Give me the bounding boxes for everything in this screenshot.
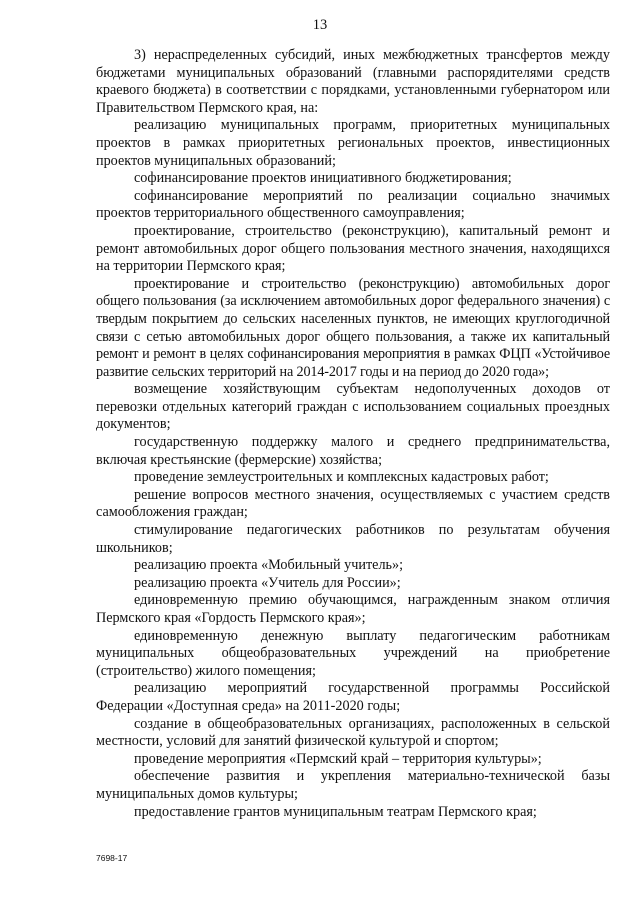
- list-item: возмещение хозяйствующим субъектам недополученных доходов от перевозки отдельных категорий граждан с использованием социальных проездных документов;: [96, 381, 610, 433]
- page-number: 13: [312, 17, 328, 33]
- paragraph-intro: 3) нераспределенных субсидий, иных межбюджетных трансфертов между бюджетами муниципальных образований (главными распорядителями средств краевого бюджета) в соответствии с порядками, установленными губернатором или Правительством Пермского края, на:: [96, 47, 610, 116]
- list-item: единовременную денежную выплату педагогическим работникам муниципальных общеобразовательных учреждений на приобретение (строительство) жилого помещения;: [96, 627, 610, 679]
- list-item: предоставление грантов муниципальным театрам Пермского края;: [134, 803, 537, 820]
- list-item: реализацию мероприятий государственной программы Российской Федерации «Доступная среда» на 2011-2020 годы;: [96, 680, 610, 714]
- list-item: реализацию муниципальных программ, приоритетных муниципальных проектов в рамках приоритетных региональных проектов, инвестиционных проектов муниципальных образований;: [96, 117, 610, 169]
- list-item: государственную поддержку малого и среднего предпринимательства, включая крестьянские (фермерские) хозяйства;: [96, 434, 610, 468]
- list-item: проектирование, строительство (реконструкцию), капитальный ремонт и ремонт автомобильных дорог общего пользования местного значения, находящихся на территории Пермского края;: [96, 222, 610, 275]
- list-item: проектирование и строительство (реконструкцию) автомобильных дорог общего пользования (за исключением автомобильных дорог федерального значения) с твердым покрытием до сельских населенных пунктов, не имеющих круглогодичной связи с сетью автомобильных дорог общего пользования, а также их капитальный ремонт и ремонт в целях софинансирования мероприятия в рамках ФЦП «Устойчивое развитие сельских территорий на 2014-2017 годы и на период до 2020 года»;: [96, 275, 610, 380]
- list-item: софинансирование мероприятий по реализации социально значимых проектов территориального общественного самоуправления;: [96, 187, 610, 222]
- list-item: проведение землеустроительных и комплексных кадастровых работ;: [134, 469, 549, 486]
- list-item: создание в общеобразовательных организациях, расположенных в сельской местности, условий для занятий физической культурой и спортом;: [96, 715, 610, 750]
- list-item: проведение мероприятия «Пермский край – территория культуры»;: [134, 750, 542, 767]
- list-item: единовременную премию обучающимся, награжденным знаком отличия Пермского края «Гордость Пермского края»;: [96, 592, 610, 626]
- document-body: [96, 47, 610, 821]
- list-item: софинансирование проектов инициативного бюджетирования;: [134, 170, 512, 187]
- document-code: 7698-17: [96, 853, 128, 863]
- list-item: обеспечение развития и укрепления материально-технической базы муниципальных домов культуры;: [96, 768, 610, 802]
- list-item: стимулирование педагогических работников по результатам обучения школьников;: [96, 522, 610, 556]
- list-item: реализацию проекта «Мобильный учитель»;: [134, 557, 404, 574]
- list-item: решение вопросов местного значения, осуществляемых с участием средств самообложения граждан;: [96, 486, 610, 521]
- list-item: реализацию проекта «Учитель для России»;: [134, 574, 401, 591]
